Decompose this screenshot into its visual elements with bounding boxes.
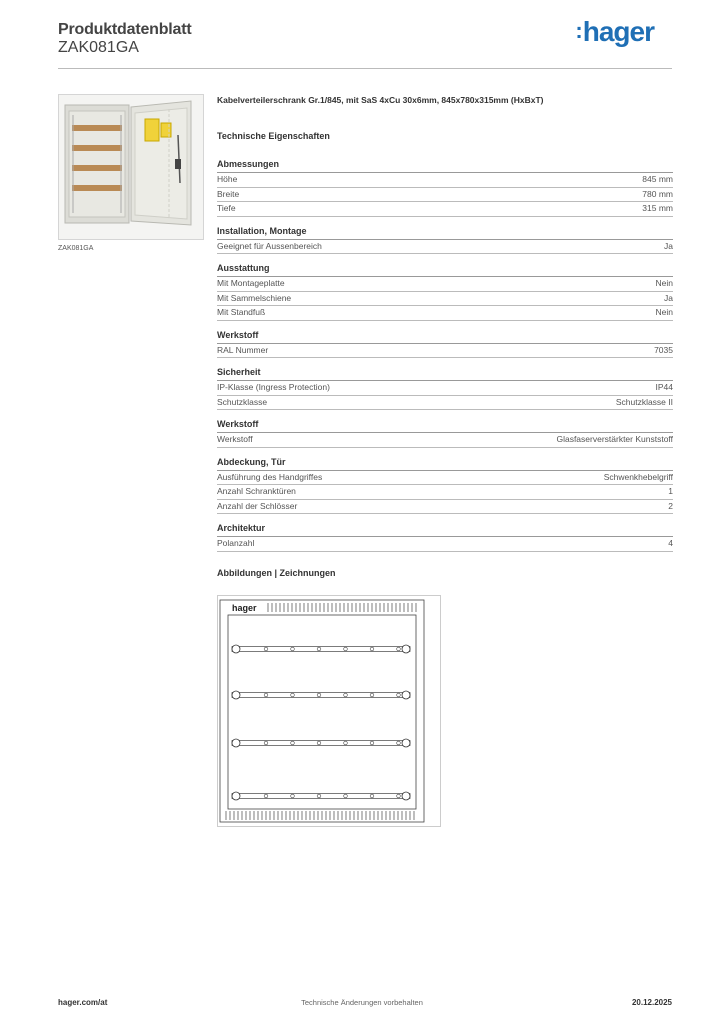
spec-group: [217, 159, 673, 217]
spec-label: Anzahl Schranktüren: [217, 486, 296, 496]
spec-group: [217, 330, 673, 359]
photo-caption: ZAK081GA: [58, 245, 94, 252]
spec-value: Ja: [664, 240, 673, 251]
spec-value: IP44: [655, 382, 673, 392]
spec-row: [217, 500, 673, 515]
product-code: ZAK081GA: [58, 39, 139, 56]
spec-label: IP-Klasse (Ingress Protection): [217, 382, 330, 392]
spec-label: Mit Standfuß: [217, 307, 266, 317]
spec-group-title: Abmessungen: [217, 159, 673, 173]
spec-value: Nein: [655, 307, 673, 317]
spec-groups: [217, 159, 673, 552]
spec-value: Ja: [664, 292, 673, 303]
spec-row: [217, 306, 673, 321]
spec-row: [217, 396, 673, 411]
spec-label: Werkstoff: [217, 434, 253, 444]
spec-label: Mit Sammelschiene: [217, 292, 292, 303]
spec-row: [217, 485, 673, 500]
spec-value: 845 mm: [642, 174, 673, 184]
spec-label: Höhe: [217, 174, 238, 184]
spec-row: [217, 202, 673, 217]
spec-group: [217, 457, 673, 515]
spec-label: Geeignet für Aussenbereich: [217, 240, 322, 251]
spec-value: 2: [668, 500, 673, 511]
product-description: Kabelverteilerschrank Gr.1/845, mit SaS 4xCu 30x6mm, 845x780x315mm (HxBxT): [217, 95, 544, 105]
spec-row: [217, 381, 673, 396]
drawings-title: Abbildungen | Zeichnungen: [217, 567, 336, 578]
technical-drawing: [217, 595, 441, 827]
spec-group-title: Abdeckung, Tür: [217, 457, 673, 471]
spec-value: Nein: [655, 278, 673, 288]
spec-value: Glasfaserverstärkter Kunststoff: [556, 434, 673, 444]
spec-group-title: Werkstoff: [217, 419, 673, 433]
spec-label: Mit Montageplatte: [217, 278, 285, 288]
spec-label: RAL Nummer: [217, 344, 269, 355]
spec-group-title: Ausstattung: [217, 263, 673, 277]
spec-row: [217, 277, 673, 292]
spec-group-title: Sicherheit: [217, 367, 673, 381]
hager-logo: :hager: [575, 16, 654, 47]
spec-row: [217, 240, 673, 255]
spec-row: [217, 292, 673, 307]
spec-value: 1: [668, 486, 673, 496]
spec-label: Anzahl der Schlösser: [217, 500, 298, 511]
spec-group: [217, 523, 673, 552]
spec-group: [217, 419, 673, 448]
spec-row: [217, 433, 673, 448]
spec-row: [217, 173, 673, 188]
product-photo: [58, 94, 204, 240]
spec-group-title: Werkstoff: [217, 330, 673, 344]
spec-value: 780 mm: [642, 188, 673, 199]
spec-value: 4: [668, 538, 673, 548]
spec-group: [217, 367, 673, 410]
footer-date: 20.12.2025: [631, 998, 672, 1007]
spec-value: Schutzklasse II: [615, 396, 673, 407]
page-title: Produktdatenblatt: [58, 21, 192, 38]
spec-value: 315 mm: [642, 203, 673, 213]
footer-disclaimer: Technische Änderungen vorbehalten: [301, 998, 423, 1007]
spec-label: Schutzklasse: [217, 396, 268, 407]
spec-row: [217, 537, 673, 552]
spec-sheet: [217, 95, 673, 578]
spec-group-title: Architektur: [217, 523, 673, 537]
spec-value: 7035: [654, 344, 673, 355]
spec-row: [217, 344, 673, 359]
spec-group: [217, 263, 673, 321]
drawing-logo: hager: [232, 603, 257, 613]
footer-website[interactable]: hager.com/at: [58, 998, 108, 1007]
spec-label: Tiefe: [217, 203, 236, 213]
spec-label: Ausführung des Handgriffes: [217, 471, 323, 482]
spec-row: [217, 188, 673, 203]
spec-label: Polanzahl: [217, 538, 255, 548]
spec-row: [217, 471, 673, 486]
spec-label: Breite: [217, 188, 240, 199]
spec-value: Schwenkhebelgriff: [603, 471, 673, 482]
spec-group-title: Installation, Montage: [217, 226, 673, 240]
spec-group: [217, 226, 673, 255]
section-title: Technische Eigenschaften: [217, 131, 330, 141]
header-divider: [58, 68, 672, 69]
